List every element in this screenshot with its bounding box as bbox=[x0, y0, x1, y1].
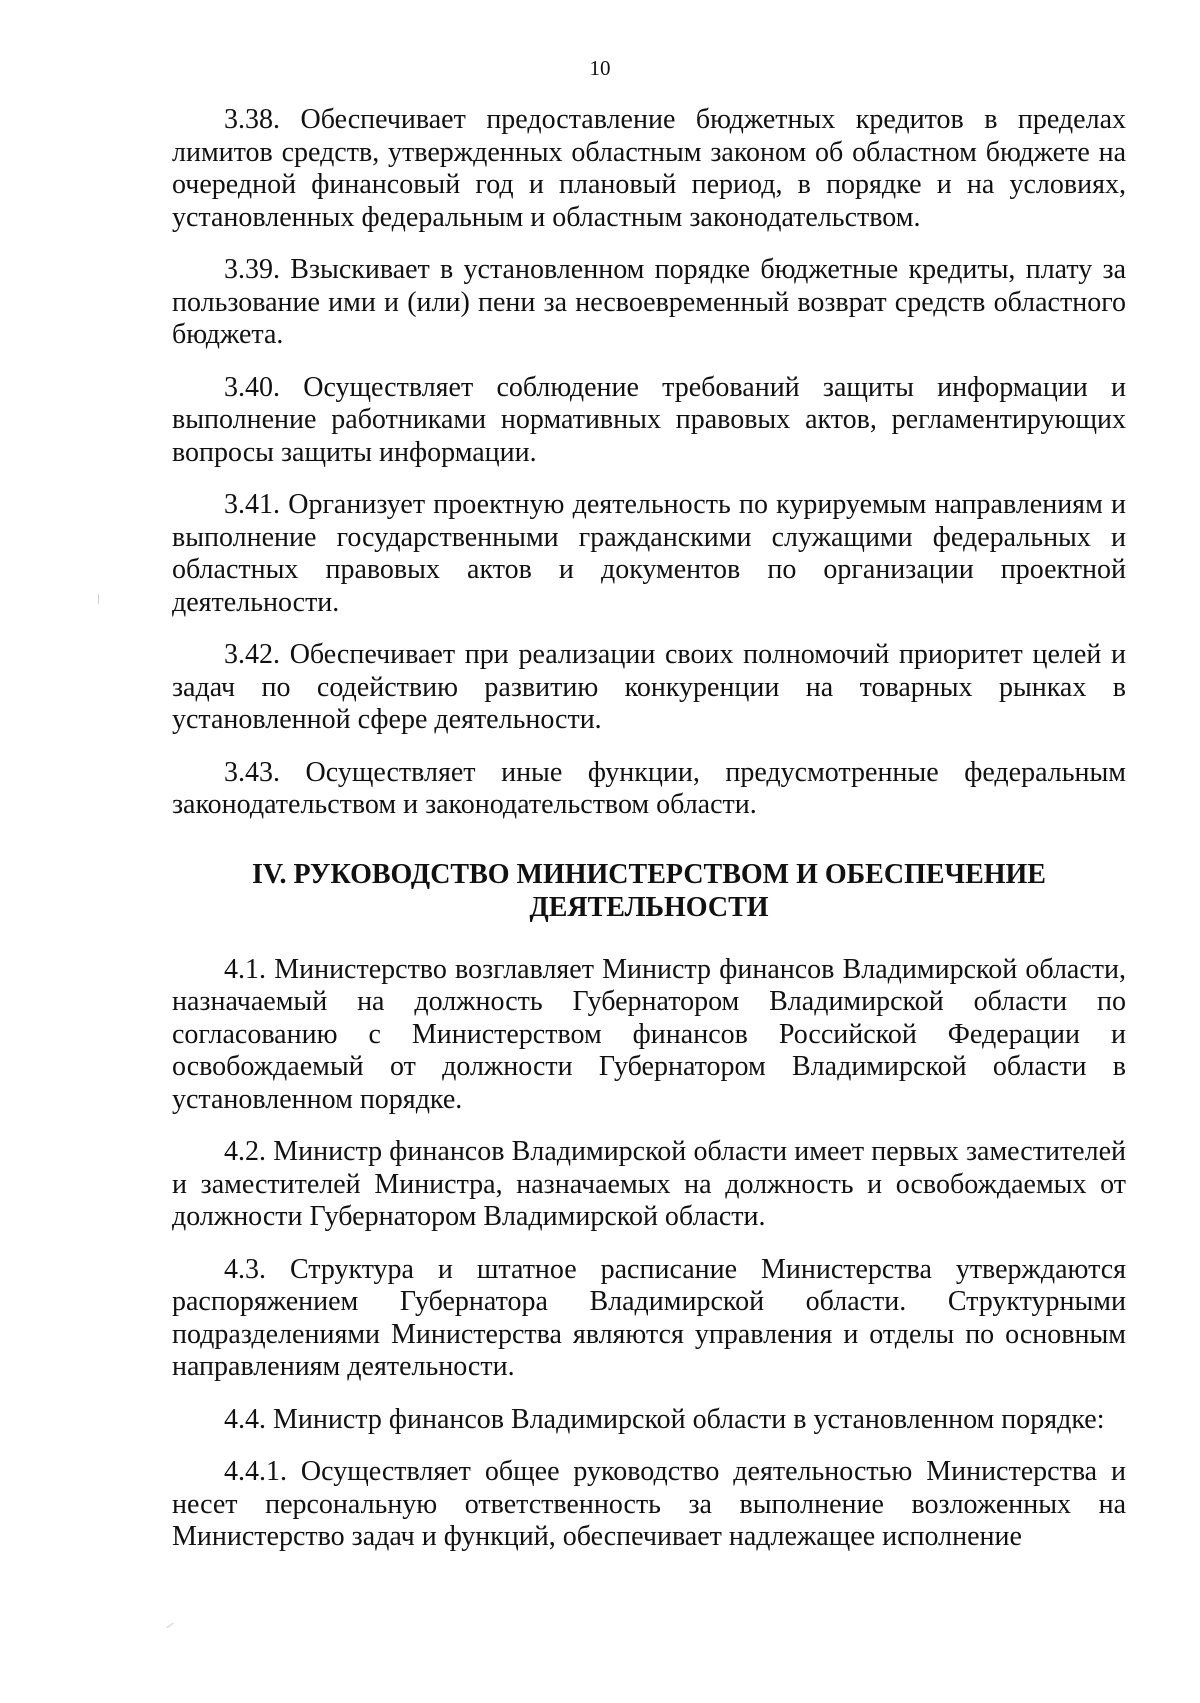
paragraph-3-40: 3.40. Осуществляет соблюдение требований защиты информации и выполнение работниками нормативных правовых актов, регламентирующих вопросы защиты информации. bbox=[172, 371, 1126, 468]
paragraph-3-43: 3.43. Осуществляет иные функции, предусмотренные федеральным законодательством и законодательством области. bbox=[172, 756, 1126, 820]
paragraph-3-39: 3.39. Взыскивает в установленном порядке бюджетные кредиты, плату за пользование ими и (или) пени за несвоевременный возврат средств областного бюджета. bbox=[172, 254, 1126, 350]
scan-mark bbox=[166, 1623, 173, 1628]
paragraph-4-3: 4.3. Структура и штатное расписание Министерства утверждаются распоряжением Губернатора Владимирской области. Структурными подразделениями Министерства являются управления и отделы по основным направлениям деятельности. bbox=[172, 1253, 1126, 1382]
scan-mark bbox=[98, 594, 99, 604]
section-heading-line-1: IV. РУКОВОДСТВО МИНИСТЕРСТВОМ И ОБЕСПЕЧЕНИЕ bbox=[252, 858, 1046, 890]
paragraph-3-38: 3.38. Обеспечивает предоставление бюджетных кредитов в пределах лимитов средств, утвержденных областным законом об областном бюджете на очередной финансовый год и плановый период, в порядке и на условиях, установленных федеральным и областным законодательством. bbox=[172, 104, 1126, 233]
page-number: 10 bbox=[589, 56, 611, 80]
paragraph-3-41: 3.41. Организует проектную деятельность по курируемым направлениям и выполнение государственными гражданскими служащими федеральных и областных правовых актов и документов по организации проектной деятельности. bbox=[172, 489, 1126, 618]
paragraph-4-4-1: 4.4.1. Осуществляет общее руководство деятельностью Министерства и несет персональную ответственность за выполнение возложенных на Министерство задач и функций, обеспечивает надлежащее исполнение bbox=[172, 1456, 1126, 1552]
paragraph-3-42: 3.42. Обеспечивает при реализации своих полномочий приоритет целей и задач по содействию развитию конкуренции на товарных рынках в установленной сфере деятельности. bbox=[172, 639, 1126, 735]
paragraph-4-1: 4.1. Министерство возглавляет Министр финансов Владимирской области, назначаемый на должность Губернатором Владимирской области по согласованию с Министерством финансов Российской Федерации и освобождаемый от должности Губернатором Владимирской области в установленном порядке. bbox=[172, 953, 1126, 1115]
paragraph-4-2: 4.2. Министр финансов Владимирской области имеет первых заместителей и заместителей Министра, назначаемых на должность и освобождаемых от должности Губернатором Владимирской области. bbox=[172, 1136, 1126, 1232]
section-heading bbox=[172, 858, 1126, 924]
document-body bbox=[172, 104, 1126, 1554]
section-heading-line-2: ДЕЯТЕЛЬНОСТИ bbox=[529, 891, 769, 923]
paragraph-4-4: 4.4. Министр финансов Владимирской области в установленном порядке: bbox=[224, 1403, 1105, 1435]
